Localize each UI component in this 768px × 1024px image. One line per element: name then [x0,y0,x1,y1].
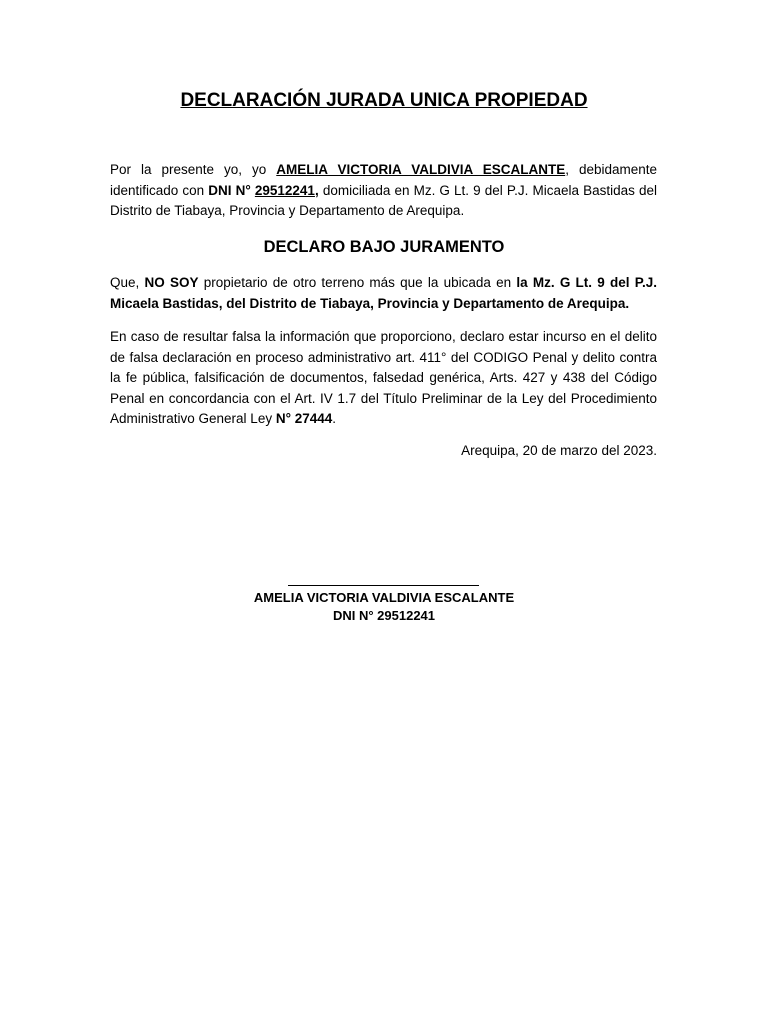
subtitle-text: DECLARO BAJO JURAMENTO [263,238,505,256]
property-location: la Mz. G Lt. 9 del P.J. Micaela Bastidas, del Distrito de Tiabaya, Provincia y Departamento de Arequipa. [110,275,657,311]
intro-paragraph [110,160,657,222]
legal-text-1: En caso de resultar falsa la información que proporciono, declaro estar incurso en el delito de falsa declaración en proceso administrativo art. 411° del CODIGO Penal y delito contra la fe pública, falsificación de documentos, falsedad genérica, Arts. 427 y 438 del Código Penal en concordancia con el Art. IV 1.7 del Título Preliminar de la Ley del Procedimiento Administrativo General Ley [110,329,657,426]
title-text: DECLARACIÓN JURADA UNICA PROPIEDAD [180,90,588,111]
law-number: N° 27444 [275,411,333,426]
no-soy-text: NO SOY [144,275,199,290]
signature-name: AMELIA VICTORIA VALDIVIA ESCALANTE [253,590,515,605]
intro-text-2: , debidamente identificado con [110,162,658,198]
declaration-text-1: Que, [110,275,145,290]
intro-text-3: domiciliada en Mz. G Lt. 9 del P.J. Micaela Bastidas del Distrito de Tiabaya, Provincia y Departamento de Arequipa. [110,182,657,218]
date-line: Arequipa, 20 de marzo del 2023. [461,443,657,458]
intro-text-1: Por la presente yo, yo [110,162,277,177]
dni-number: 29512241 [254,182,315,198]
declaration-text-2: propietario de otro terreno más que la ubicada en [198,275,517,290]
dni-label: DNI N° [208,182,255,198]
declaration-heading [0,236,768,258]
declaration-paragraph [110,273,657,314]
declarant-name: AMELIA VICTORIA VALDIVIA ESCALANTE [276,162,566,177]
signature-dni: DNI N° 29512241 [332,608,436,623]
signature-line [288,585,479,586]
legal-paragraph [110,327,657,430]
dni-comma: , [314,182,319,198]
document-title [0,88,768,114]
legal-text-2: . [332,411,337,426]
